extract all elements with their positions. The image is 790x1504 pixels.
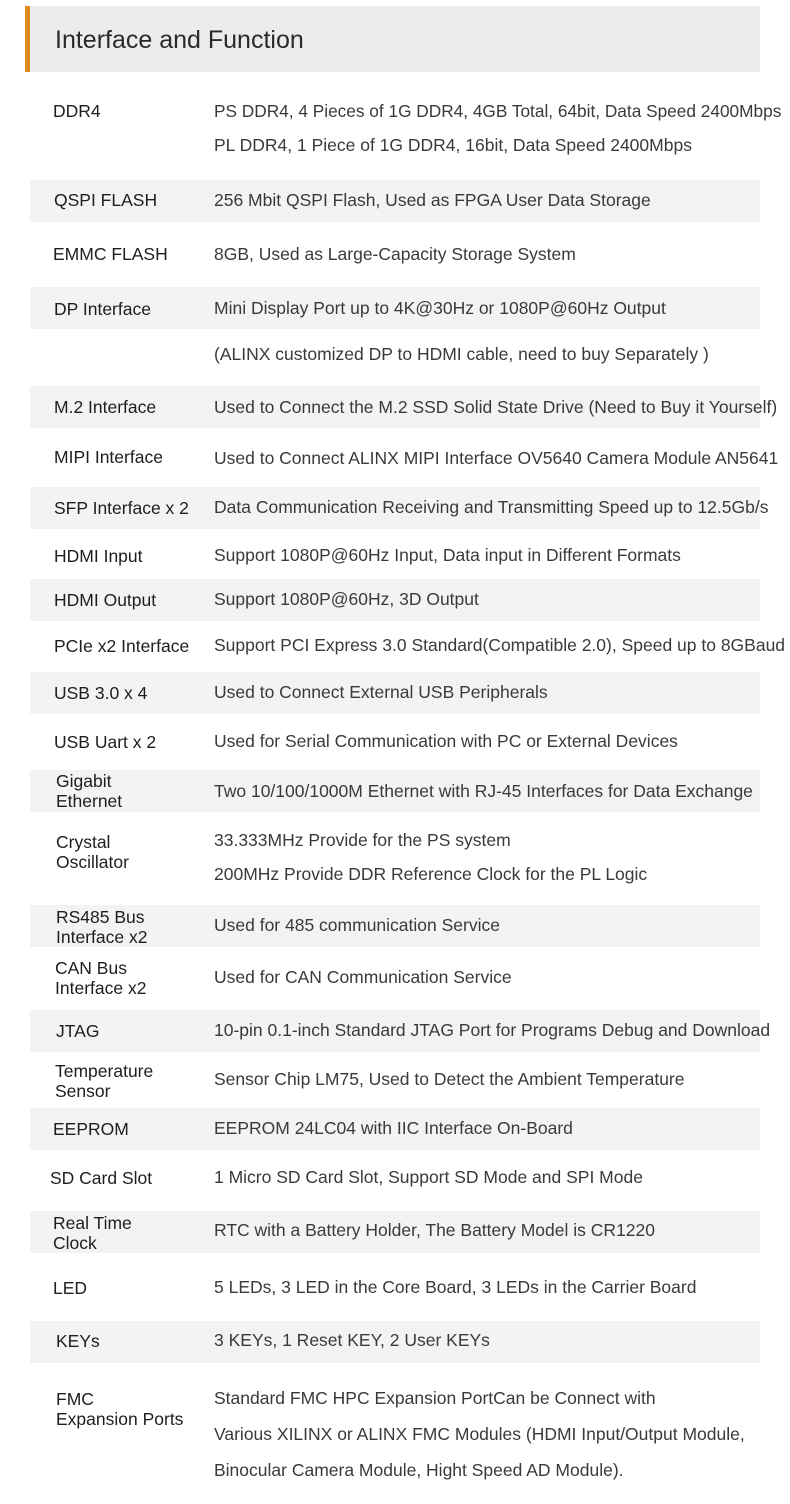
interface-label: SFP Interface x 2 [54,498,189,518]
interface-label: Expansion Ports [56,1409,184,1429]
function-description: PL DDR4, 1 Piece of 1G DDR4, 16bit, Data Speed 2400Mbps [214,135,692,155]
function-description: 256 Mbit QSPI Flash, Used as FPGA User Data Storage [214,190,651,210]
interface-label: Gigabit [56,771,112,791]
function-description: Mini Display Port up to 4K@30Hz or 1080P@60Hz Output [214,298,666,318]
interface-label: Ethernet [56,791,123,811]
interface-label: CAN Bus [55,958,127,978]
function-description: Support 1080P@60Hz Input, Data input in Different Formats [214,545,681,565]
function-description: Various XILINX or ALINX FMC Modules (HDMI Input/Output Module, [214,1424,745,1444]
interface-label: Crystal [56,832,111,852]
function-description: Used for 485 communication Service [214,915,500,935]
function-description: EEPROM 24LC04 with IIC Interface On-Board [214,1118,573,1138]
function-description: 5 LEDs, 3 LED in the Core Board, 3 LEDs in the Carrier Board [214,1277,697,1297]
section-title: Interface and Function [55,26,304,54]
function-description: 8GB, Used as Large-Capacity Storage System [214,244,576,264]
interface-label: SD Card Slot [50,1168,153,1188]
interface-label: USB Uart x 2 [54,732,157,752]
interface-label: Oscillator [56,852,129,872]
function-description: Used to Connect the M.2 SSD Solid State Drive (Need to Buy it Yourself) [214,397,778,417]
function-description: (ALINX customized DP to HDMI cable, need to buy Separately ) [214,344,709,364]
interface-label: Clock [53,1233,97,1253]
function-description: Used to Connect External USB Peripherals [214,682,548,702]
function-description: Used for CAN Communication Service [214,967,512,987]
function-description: Data Communication Receiving and Transmitting Speed up to 12.5Gb/s [214,497,769,517]
function-description: Two 10/100/1000M Ethernet with RJ-45 Interfaces for Data Exchange [214,781,753,801]
interface-label: DDR4 [53,101,101,121]
interface-label: QSPI FLASH [54,190,158,210]
interface-label: HDMI Input [54,546,143,566]
function-description: RTC with a Battery Holder, The Battery Model is CR1220 [214,1220,655,1240]
interface-label: JTAG [56,1021,100,1041]
interface-label: RS485 Bus [56,907,145,927]
function-description: Support PCI Express 3.0 Standard(Compatible 2.0), Speed up to 8GBaud [214,635,786,655]
function-description: 200MHz Provide DDR Reference Clock for the PL Logic [214,864,648,884]
interface-label: MIPI Interface [54,447,163,467]
interface-label: Interface x2 [56,927,148,947]
function-description: Binocular Camera Module, Hight Speed AD Module). [214,1460,624,1480]
interface-label: Temperature [55,1061,154,1081]
interface-label: Sensor [55,1081,111,1101]
function-description: Used to Connect ALINX MIPI Interface OV5640 Camera Module AN5641 [214,448,779,468]
function-description: Sensor Chip LM75, Used to Detect the Ambient Temperature [214,1069,685,1089]
interface-label: PCIe x2 Interface [54,636,190,656]
interface-label: DP Interface [54,299,151,319]
interface-label: Real Time [53,1213,132,1233]
function-description: 3 KEYs, 1 Reset KEY, 2 User KEYs [214,1330,490,1350]
interface-label: HDMI Output [54,590,157,610]
interface-label: Interface x2 [55,978,147,998]
function-description: 33.333MHz Provide for the PS system [214,830,511,850]
interface-label: EEPROM [53,1119,129,1139]
interface-label: KEYs [56,1331,100,1351]
interface-label: FMC [56,1389,94,1409]
function-description: PS DDR4, 4 Pieces of 1G DDR4, 4GB Total, 64bit, Data Speed 2400Mbps [214,101,782,121]
function-description: 1 Micro SD Card Slot, Support SD Mode and SPI Mode [214,1167,643,1187]
interface-label: USB 3.0 x 4 [54,683,148,703]
interface-label: LED [53,1278,88,1298]
function-description: Support 1080P@60Hz, 3D Output [214,589,479,609]
interface-label: EMMC FLASH [53,244,168,264]
interface-label: M.2 Interface [54,397,157,417]
function-description: 10-pin 0.1-inch Standard JTAG Port for Programs Debug and Download [214,1020,771,1040]
function-description: Used for Serial Communication with PC or External Devices [214,731,678,751]
function-description: Standard FMC HPC Expansion PortCan be Connect with [214,1388,656,1408]
section-header [25,6,760,72]
